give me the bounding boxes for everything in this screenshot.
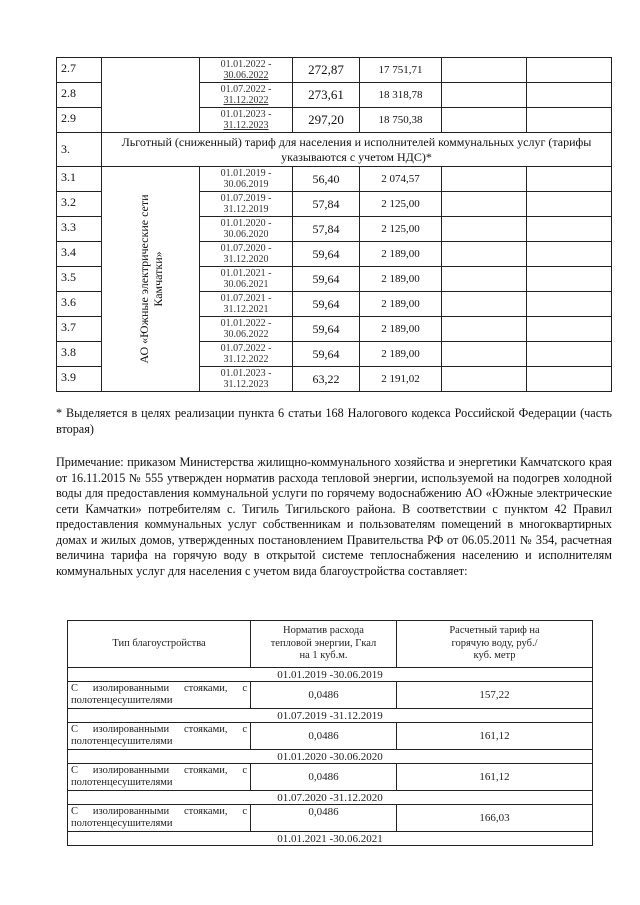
empty-cell — [442, 217, 527, 242]
empty-cell — [527, 317, 612, 342]
row-number: 3.3 — [57, 217, 102, 242]
tariff-value: 59,64 — [293, 242, 360, 267]
tariff-table — [56, 57, 612, 392]
amount-value: 2 125,00 — [360, 192, 442, 217]
note-paragraph: Примечание: приказом Министерства жилищно-коммунального хозяйства и энергетики Камчатского края от 16.11.2015 № 555 утвержден норматив расхода тепловой энергии, используемой на подогрев холодной воды для предоставления коммунальной услуги по горячему водоснабжению АО «Южные электрические сети Камчатки» потребителям с. Тигиль Тигильского района. В соответствии с пунктом 42 Правил предоставления коммунальных услуг собственникам и пользователям помещений в многоквартирных домах и жилых домов, утвержденных постановлением Правительства РФ от 06.05.2011 № 354, расчетная величина тарифа на горячую воду в открытой системе теплоснабжения населению и исполнителям коммунальных услуг для населения с учетом вида благоустройства составляет: — [56, 455, 612, 578]
empty-cell — [527, 108, 612, 133]
row-number: 2.8 — [57, 83, 102, 108]
period-cell: 01.01.2020 - 30.06.2020 — [200, 217, 293, 242]
row-number: 3.6 — [57, 292, 102, 317]
amount-value: 17 751,71 — [360, 58, 442, 83]
amount-value: 2 191,02 — [360, 367, 442, 392]
empty-cell — [442, 58, 527, 83]
empty-cell — [442, 267, 527, 292]
empty-cell — [442, 292, 527, 317]
empty-cell — [442, 242, 527, 267]
norm-value: 0,0486 — [251, 764, 397, 791]
section-header-row — [57, 133, 612, 167]
organization-cell — [102, 167, 200, 392]
period-row — [68, 750, 593, 764]
tariff-value: 297,20 — [293, 108, 360, 133]
amount-value: 18 750,38 — [360, 108, 442, 133]
empty-cell — [527, 292, 612, 317]
improvement-type: С изолированными стояками, с полотенцесушителями — [68, 682, 251, 709]
empty-cell — [527, 267, 612, 292]
row-number: 3.1 — [57, 167, 102, 192]
empty-cell — [442, 367, 527, 392]
amount-value: 2 189,00 — [360, 242, 442, 267]
amount-value: 18 318,78 — [360, 83, 442, 108]
tariff-value: 161,12 — [397, 764, 593, 791]
period-label: 01.01.2020 -30.06.2020 — [68, 750, 593, 764]
section-title: Льготный (сниженный) тариф для населения и исполнителей коммунальных услуг (тарифы указываются с учетом НДС)* — [102, 133, 612, 167]
empty-cell — [442, 167, 527, 192]
row-number: 2.7 — [57, 58, 102, 83]
period-cell: 01.01.2019 - 30.06.2019 — [200, 167, 293, 192]
period-cell: 01.01.2023 - 31.12.2023 — [200, 108, 293, 133]
norm-value: 0,0486 — [251, 723, 397, 750]
table-row — [68, 805, 593, 832]
row-number: 3.5 — [57, 267, 102, 292]
header-tariff: Расчетный тариф на горячую воду, руб./куб. метр — [397, 621, 593, 668]
row-number: 3.2 — [57, 192, 102, 217]
header-norm: Норматив расхода тепловой энергии, Гкал на 1 куб.м. — [251, 621, 397, 668]
amount-value: 2 125,00 — [360, 217, 442, 242]
table-row — [68, 682, 593, 709]
empty-cell — [442, 192, 527, 217]
tariff-value: 273,61 — [293, 83, 360, 108]
empty-cell — [527, 217, 612, 242]
table-row — [68, 764, 593, 791]
row-number: 3.9 — [57, 367, 102, 392]
period-cell: 01.07.2020 - 31.12.2020 — [200, 242, 293, 267]
empty-cell — [527, 242, 612, 267]
period-row — [68, 668, 593, 682]
table-row — [57, 167, 612, 192]
amount-value: 2 189,00 — [360, 267, 442, 292]
amount-value: 2 189,00 — [360, 317, 442, 342]
empty-cell — [442, 317, 527, 342]
amount-value: 2 074,57 — [360, 167, 442, 192]
period-cell: 01.07.2022 - 31.12.2022 — [200, 342, 293, 367]
empty-cell — [527, 83, 612, 108]
empty-cell — [442, 108, 527, 133]
tariff-value: 59,64 — [293, 267, 360, 292]
period-row — [68, 791, 593, 805]
table-row — [68, 723, 593, 750]
empty-cell — [442, 342, 527, 367]
row-number: 3.8 — [57, 342, 102, 367]
tariff-value: 59,64 — [293, 317, 360, 342]
empty-cell — [527, 367, 612, 392]
tariff-value: 157,22 — [397, 682, 593, 709]
period-row — [68, 709, 593, 723]
period-label: 01.07.2019 -31.12.2019 — [68, 709, 593, 723]
table-row — [57, 58, 612, 83]
period-cell: 01.01.2021 - 30.06.2021 — [200, 267, 293, 292]
period-row — [68, 832, 593, 846]
tariff-value: 63,22 — [293, 367, 360, 392]
amount-value: 2 189,00 — [360, 342, 442, 367]
period-label: 01.01.2021 -30.06.2021 — [68, 832, 593, 846]
norm-value: 0,0486 — [251, 805, 397, 832]
hot-water-tariff-table — [67, 620, 593, 846]
footnote-text: * Выделяется в целях реализации пункта 6 статьи 168 Налогового кодекса Российской Федерации (часть вторая) — [56, 406, 612, 436]
period-cell: 01.01.2023 - 31.12.2023 — [200, 367, 293, 392]
empty-cell — [527, 58, 612, 83]
period-label: 01.01.2019 -30.06.2019 — [68, 668, 593, 682]
tariff-value: 57,84 — [293, 217, 360, 242]
section-number: 3. — [57, 133, 102, 167]
tariff-value: 161,12 — [397, 723, 593, 750]
empty-cell — [442, 83, 527, 108]
tariff-value: 57,84 — [293, 192, 360, 217]
row-number: 3.7 — [57, 317, 102, 342]
tariff-value: 166,03 — [397, 805, 593, 832]
tariff-value: 59,64 — [293, 342, 360, 367]
empty-cell — [527, 342, 612, 367]
period-cell: 01.07.2021 - 31.12.2021 — [200, 292, 293, 317]
header-row — [68, 621, 593, 668]
tariff-value: 59,64 — [293, 292, 360, 317]
tariff-value: 272,87 — [293, 58, 360, 83]
improvement-type: С изолированными стояками, с полотенцесушителями — [68, 805, 251, 832]
amount-value: 2 189,00 — [360, 292, 442, 317]
improvement-type: С изолированными стояками, с полотенцесушителями — [68, 723, 251, 750]
empty-cell — [527, 192, 612, 217]
header-type: Тип благоустройства — [68, 621, 251, 668]
empty-cell — [527, 167, 612, 192]
improvement-type: С изолированными стояками, с полотенцесушителями — [68, 764, 251, 791]
tariff-value: 56,40 — [293, 167, 360, 192]
organization-name: АО «Южные электрические сети Камчатки» — [136, 194, 165, 364]
period-cell: 01.01.2022 - 30.06.2022 — [200, 317, 293, 342]
organization-cell — [102, 58, 200, 133]
row-number: 3.4 — [57, 242, 102, 267]
period-cell: 01.07.2022 - 31.12.2022 — [200, 83, 293, 108]
norm-value: 0,0486 — [251, 682, 397, 709]
period-cell: 01.01.2022 - 30.06.2022 — [200, 58, 293, 83]
period-label: 01.07.2020 -31.12.2020 — [68, 791, 593, 805]
period-cell: 01.07.2019 - 31.12.2019 — [200, 192, 293, 217]
row-number: 2.9 — [57, 108, 102, 133]
